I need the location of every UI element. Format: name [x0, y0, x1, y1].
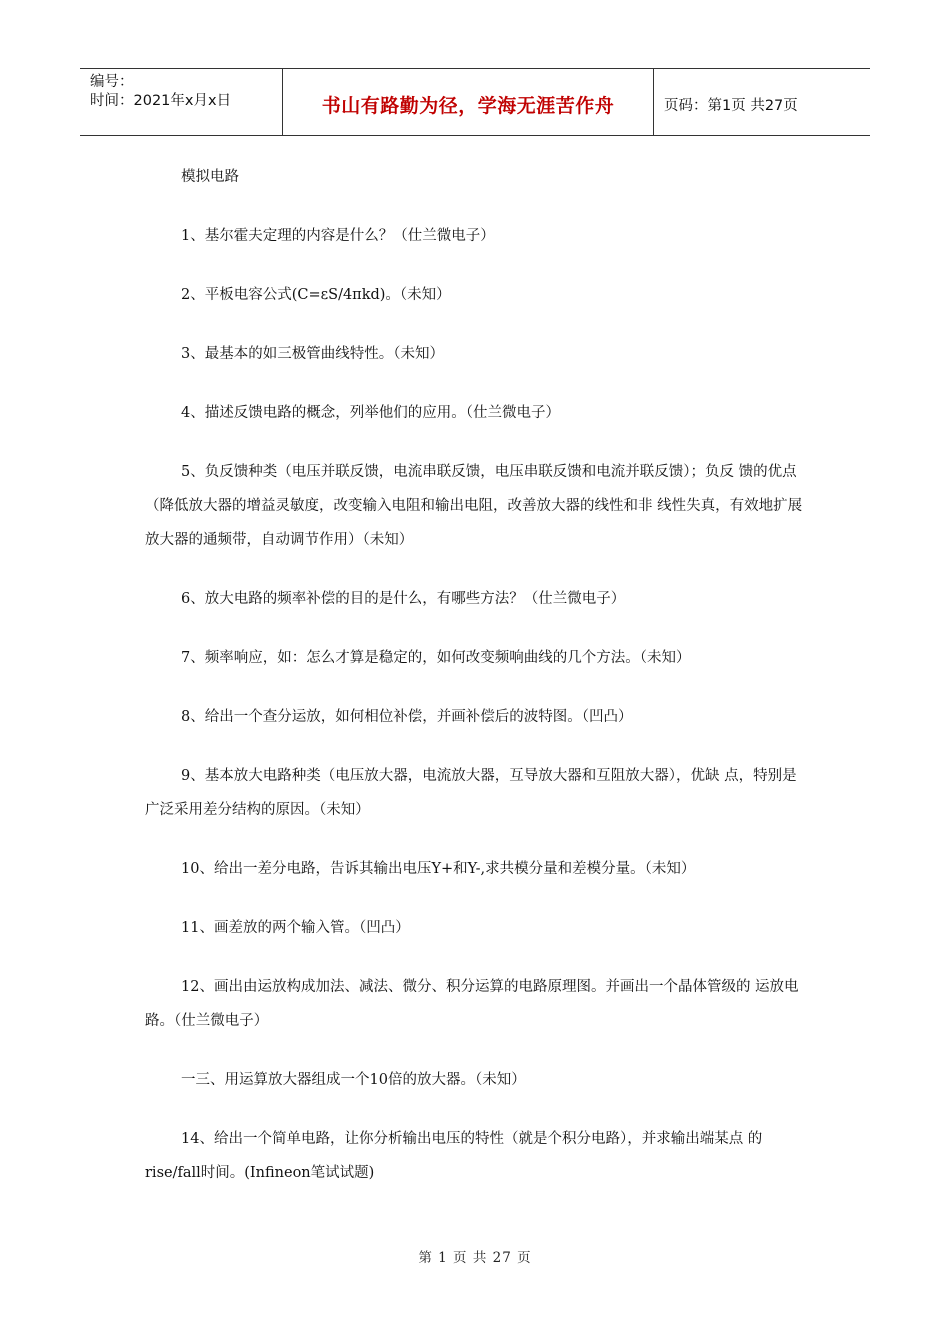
question-item-7: 7、频率响应，如：怎么才算是稳定的，如何改变频响曲线的几个方法。（未知） [181, 650, 691, 666]
question-item-4: 4、描述反馈电路的概念，列举他们的应用。（仕兰微电子） [181, 405, 560, 421]
question-item-14: 14、给出一个简单电路，让你分析输出电压的特性（就是个积分电路），并求输出端某点 的 rise/fall时间。(Infineon笔试试题) [145, 1131, 763, 1181]
header-meta [90, 73, 231, 111]
header-motto: 书山有路勤为径，学海无涯苦作舟 [321, 95, 615, 117]
question-item-11: 11、画差放的两个输入管。（凹凸） [181, 920, 410, 936]
question-item-13: 一三、用运算放大器组成一个10倍的放大器。（未知） [181, 1072, 526, 1088]
question-item-9: 9、基本放大电路种类（电压放大器，电流放大器，互导放大器和互阻放大器），优缺 点，特别是广泛采用差分结构的原因。（未知） [145, 768, 797, 818]
header-divider-right [653, 69, 654, 136]
question-item-10: 10、给出一差分电路，告诉其输出电压Y+和Y-,求共模分量和差模分量。（未知） [181, 861, 696, 877]
document-body [145, 160, 810, 1215]
page-footer: 第 1 页 共 27 页 [418, 1250, 532, 1266]
page-header [80, 68, 870, 136]
question-item-5: 5、负反馈种类（电压并联反馈，电流串联反馈，电压串联反馈和电流并联反馈）；负反 馈的优点（降低放大器的增益灵敏度，改变输入电阻和输出电阻，改善放大器的线性和非 线性失真，有效地扩展放大器的通频带，自动调节作用）（未知） [145, 464, 803, 548]
header-page-info: 页码：第1页 共27页 [664, 98, 798, 114]
question-item-6: 6、放大电路的频率补偿的目的是什么，有哪些方法？（仕兰微电子） [181, 591, 626, 607]
document-title: 模拟电路 [181, 169, 239, 185]
question-item-1: 1、基尔霍夫定理的内容是什么？（仕兰微电子） [181, 228, 495, 244]
header-number-label: 编号： [90, 74, 134, 90]
question-item-3: 3、最基本的如三极管曲线特性。（未知） [181, 346, 444, 362]
question-item-8: 8、给出一个查分运放，如何相位补偿，并画补偿后的波特图。（凹凸） [181, 709, 633, 725]
header-time-label: 时间：2021年x月x日 [90, 93, 232, 109]
question-item-12: 12、画出由运放构成加法、减法、微分、积分运算的电路原理图。并画出一个晶体管级的 运放电路。（仕兰微电子） [145, 979, 799, 1029]
question-item-2: 2、平板电容公式(C=εS/4πkd)。（未知） [181, 287, 451, 303]
